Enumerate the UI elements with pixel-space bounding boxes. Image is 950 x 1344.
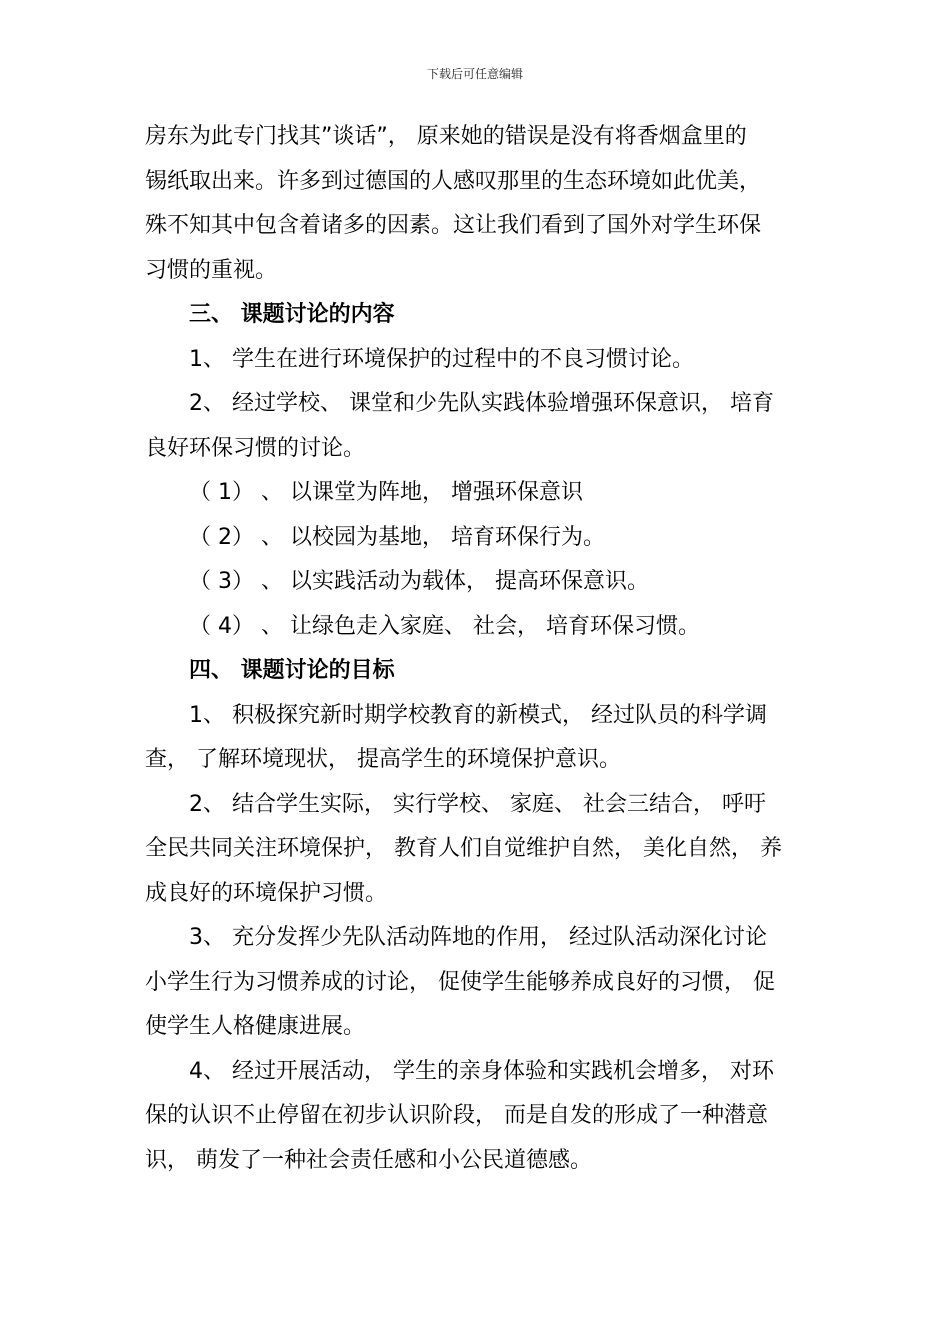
list-item: 2、 结合学生实际， 实行学校、 家庭、 社会三结合， 呼吁 <box>189 791 766 817</box>
body-line: 殊不知其中包含着诸多的因素。这让我们看到了国外对学生环保 <box>145 213 762 238</box>
list-item: 3、 充分发挥少先队活动阵地的作用， 经过队活动深化讨论 <box>189 925 767 950</box>
sub-list-item: （ 4） 、 让绿色走入家庭、 社会， 培育环保习惯。 <box>189 613 700 639</box>
body-line: 识， 萌发了一种社会责任感和小公民道德感。 <box>145 1147 592 1173</box>
list-item: 1、 积极探究新时期学校教育的新模式， 经过队员的科学调 <box>189 702 767 728</box>
list-item: 4、 经过开展活动， 学生的亲身体验和实践机会增多， 对环 <box>189 1058 774 1084</box>
section-heading: 四、 课题讨论的目标 <box>189 658 395 683</box>
body-line: 房东为此专门找其”谈话”， 原来她的错误是没有将香烟盒里的 <box>145 124 747 149</box>
list-item: 1、 学生在进行环境保护的过程中的不良习惯讨论。 <box>189 346 694 372</box>
body-line: 全民共同关注环境保护， 教育人们自觉维护自然， 美化自然， 养 <box>145 836 782 861</box>
body-line: 锡纸取出来。许多到过德国的人感叹那里的生态环境如此优美， <box>145 168 762 194</box>
section-heading: 三、 课题讨论的内容 <box>189 302 395 327</box>
list-item: 2、 经过学校、 课堂和少先队实践体验增强环保意识， 培育 <box>189 391 774 416</box>
sub-list-item: （ 2） 、 以校园为基地， 培育环保行为。 <box>189 524 605 550</box>
document-body <box>145 115 813 1183</box>
body-line: 保的认识不止停留在初步认识阶段， 而是自发的形成了一种潜意 <box>145 1103 768 1128</box>
body-line: 成良好的环境保护习惯。 <box>145 880 388 906</box>
body-line: 使学生人格健康进展。 <box>145 1014 366 1039</box>
page-header: 下载后可任意编辑 <box>426 67 523 81</box>
sub-list-item: （ 3） 、 以实践活动为载体， 提高环保意识。 <box>189 569 649 594</box>
body-line: 查， 了解环境现状， 提高学生的环境保护意识。 <box>145 747 621 772</box>
body-line: 习惯的重视。 <box>145 257 278 283</box>
sub-list-item: （ 1） 、 以课堂为阵地， 增强环保意识 <box>189 480 583 505</box>
body-line: 良好环保习惯的讨论。 <box>145 435 366 461</box>
body-line: 小学生行为习惯养成的讨论， 促使学生能够养成良好的习惯， 促 <box>145 969 775 995</box>
